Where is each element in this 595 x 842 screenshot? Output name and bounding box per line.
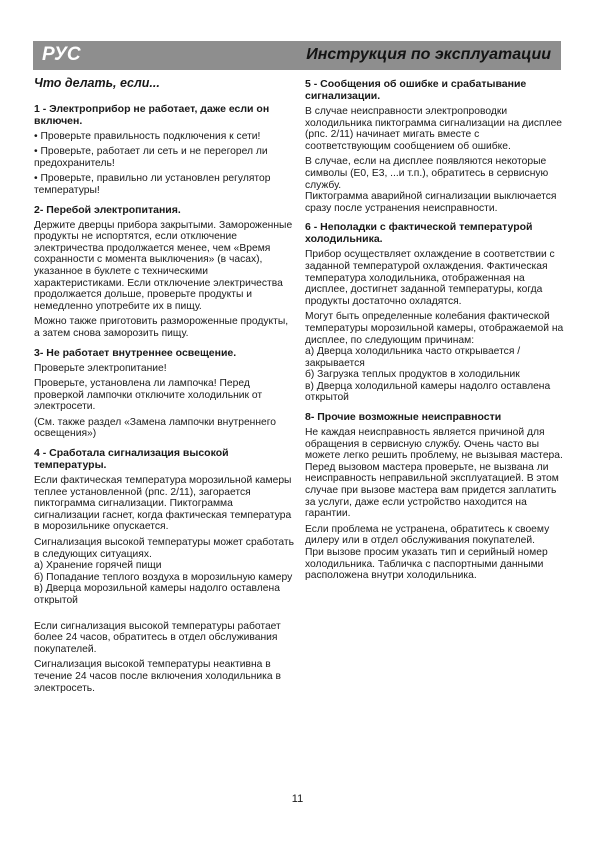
paragraph: Если проблема не устранена, обратитесь к своему дилеру или в отдел обслуживания покупателей. [305,523,550,547]
section-title: 8- Прочие возможные неисправности [305,411,502,424]
paragraph: В случае неисправности электропроводки холодильника пиктограмма сигнализации на дисплее (рпс. 2/11) начинает мигать вместе с соответствующим сообщением об ошибке. [305,106,563,152]
paragraph: а) Дверца холодильника часто открывается / закрывается [305,346,521,369]
paragraph: Могут быть определенные колебания фактической температуры морозильной камеры, отображаемой на дисплее, по следующим причинам: [305,311,564,346]
section-title: 2- Перебой электропитания. [34,203,181,216]
paragraph: • Проверьте, правильно ли установлен регулятор температуры! [34,173,271,196]
section-title: 1 - Электроприбор не работает, даже если он включен. [34,102,270,127]
paragraph: Можно также приготовить размороженные продукты, а затем снова заморозить пищу. [34,316,289,339]
left-column [34,78,296,701]
section-error-messages [305,78,567,214]
paragraph: Перед вызовом мастера проверьте, не вызвана ли неисправность неправильной эксплуатацией. В этом случае при вызове мастера вам придется заплатить за услуги, даже если устройство находится на гарантии. [305,461,559,520]
page-header [33,41,561,70]
section-heading: Что делать, если... [34,76,160,90]
section-title: 6 - Неполадки с фактической температурой холодильника. [305,221,533,246]
paragraph: • Проверьте правильность подключения к сети! [34,130,261,142]
paragraph: б) Загрузка теплых продуктов в холодильник [305,369,520,381]
section-light [34,347,296,441]
paragraph: Если фактическая температура морозильной камеры теплее установленной (рпс. 2/11), загорается пиктограмма сигнализации. Пиктограмма сигнализации гаснет, когда фактическая температура в морозильнике опускается. [34,475,292,533]
right-column [305,78,567,589]
paragraph: При вызове просим указать тип и серийный номер холодильника. Табличка с паспортными данными расположена внутри холодильника. [305,547,548,582]
paragraph: (См. также раздел «Замена лампочки внутреннего освещения») [34,416,277,440]
page-number: 11 [291,793,304,805]
section-title: 3- Не работает внутреннее освещение. [34,346,237,359]
paragraph: • Проверьте, работает ли сеть и не перегорел ли предохранитель! [34,146,268,169]
paragraph: Проверьте, установлена ли лампочка! Перед проверкой лампочки отключите холодильник от электросети. [34,378,263,413]
paragraph: В случае, если на дисплее появляются некоторые символы (E0, E3, ...и т.п.), обратитесь в сервисную службу. [305,156,549,191]
section-high-temp-alarm [34,447,296,694]
paragraph: Прибор осуществляет охлаждение в соответствии с заданной температурой охлаждения. Фактическая температура холодильника, отображенная на дисплее, достигнет заданной температуры, когда продукты достаточно охладятся. [305,249,555,307]
paragraph: в) Дверца морозильной камеры надолго оставлена открытой [34,583,280,606]
document-title: Инструкция по эксплуатации [306,46,551,63]
paragraph: Держите дверцы прибора закрытыми. Замороженные продукты не испортятся, если отключение электричества продолжается менее, чем «Время сохранности с момента выключения» (в часах), указанное в буклете с техническими характеристиками. Если отключение электричества продолжается дольше, проверьте продукты и немедленно употребите их в пищу. [34,219,293,312]
section-power-outage [34,204,296,340]
paragraph: б) Попадание теплого воздуха в морозильную камеру [34,571,293,583]
paragraph: Сигнализация высокой температуры неактивна в течение 24 часов после включения холодильника в электросеть. [34,659,281,694]
section-other-faults [305,411,567,582]
paragraph: а) Хранение горячей пищи [34,560,162,572]
paragraph: Пиктограмма аварийной сигнализации выключается сразу после устранения неисправности. [305,191,557,214]
paragraph: в) Дверца холодильной камеры надолго оставлена открытой [305,380,551,404]
section-title: 5 - Сообщения об ошибке и срабатывание сигнализации. [305,78,527,102]
language-label: РУС [42,44,81,65]
section-not-working [34,103,296,197]
paragraph: Проверьте электропитание! [34,362,167,374]
paragraph: Сигнализация высокой температуры может сработать в следующих ситуациях. [34,537,294,560]
section-title: 4 - Сработала сигнализация высокой температуры. [34,447,229,472]
paragraph: Не каждая неисправность является причиной для обращения в сервисную службу. Очень часто вы можете легко решить проблему, не вызывая мастера. [305,427,563,462]
paragraph: Если сигнализация высокой температуры работает более 24 часов, обратитесь в отдел обслуживания покупателей. [34,620,281,655]
section-temperature-issues [305,221,567,404]
